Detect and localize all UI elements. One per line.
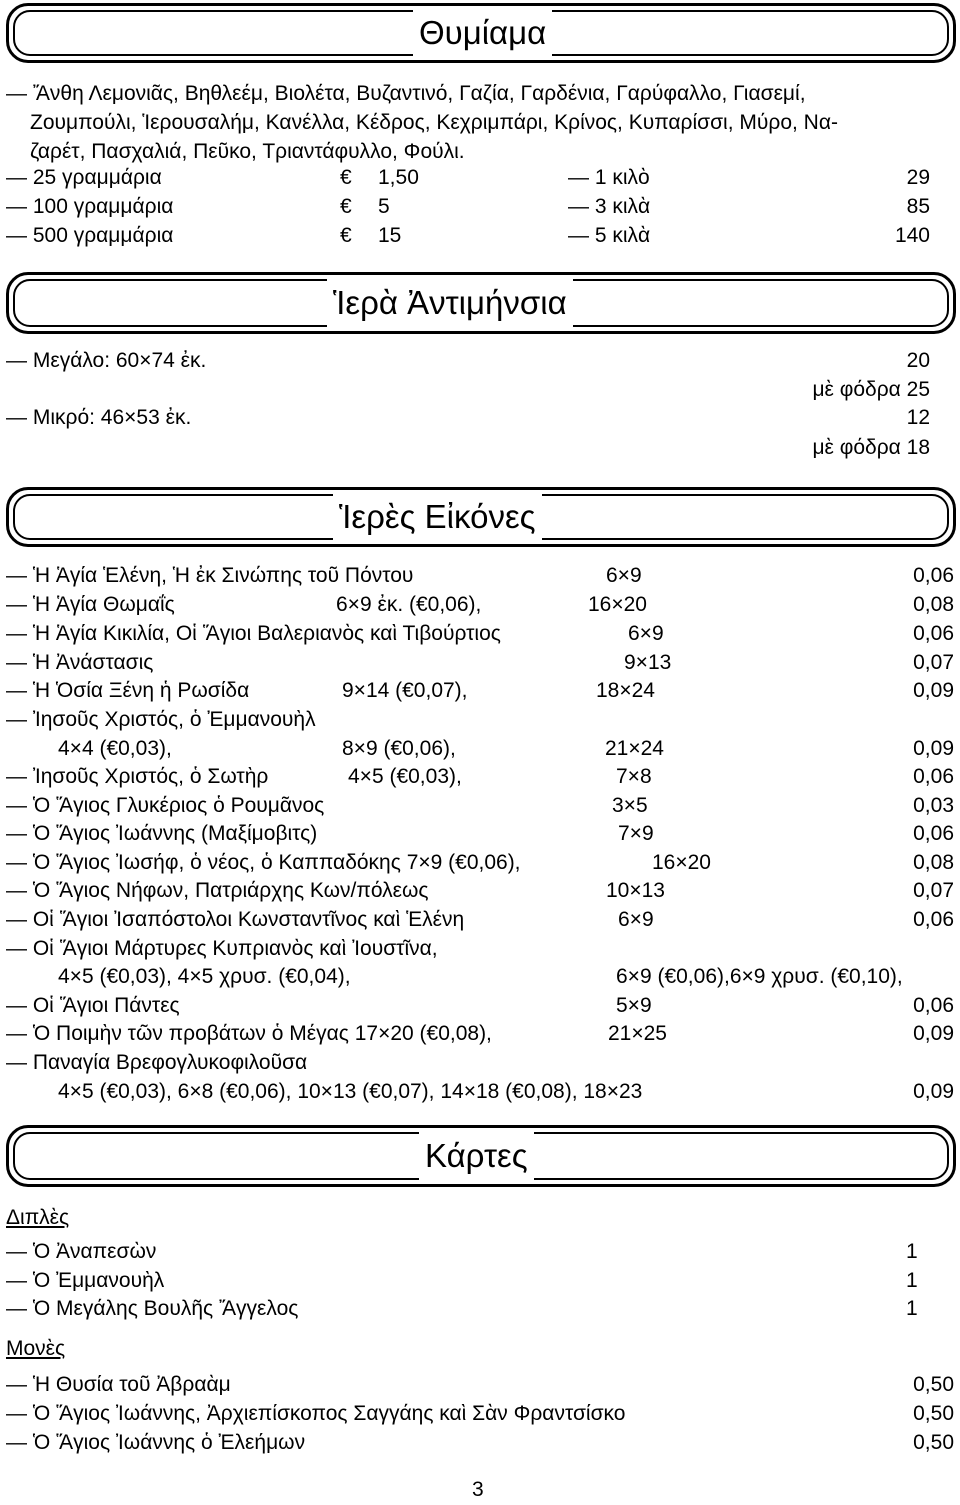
icon-line-c: 6×9 [618, 908, 654, 931]
icon-line-a: 4×4 (€0,03), [58, 737, 172, 760]
icon-line-d: 0,07 [913, 879, 954, 902]
icon-line-d: 0,07 [913, 651, 954, 674]
icon-line-d: 0,09 [913, 737, 954, 760]
icon-line-b: 8×9 (€0,06), [342, 737, 456, 760]
antimensia-small-lining: μὲ φόδρα 18 [812, 436, 930, 459]
icon-line-c: 5×9 [616, 994, 652, 1017]
single-cards-heading: Μονὲς [6, 1337, 66, 1360]
icon-line-a: — Ἡ Ἀνάστασις [6, 651, 154, 674]
incense-kg: — 3 κιλὰ [568, 195, 651, 218]
incense-price: 5 [378, 195, 390, 218]
icon-line-c: 18×24 [596, 679, 655, 702]
icon-line-c: 7×9 [618, 822, 654, 845]
icon-line-a: — Ἡ Ἁγία Ἑλένη, Ἡ ἐκ Σινώπης τοῦ Πόντου [6, 564, 414, 587]
icon-line-d: 0,09 [913, 679, 954, 702]
icon-line-c: 6×9 [628, 622, 664, 645]
icon-line-a: — Ὁ Ποιμὴν τῶν προβάτων ὁ Μέγας 17×20 (€0,08), [6, 1022, 492, 1045]
euro-sign-icon: € [340, 166, 352, 189]
icon-line-a: — Ὁ Ἅγιος Νήφων, Πατριάρχης Κων/πόλεως [6, 879, 429, 902]
icon-line-a: — Ὁ Ἅγιος Ἰωσήφ, ὁ νέος, ὁ Καππαδόκης 7×9 (€0,06), [6, 851, 521, 874]
antimensia-small-label: — Μικρό: 46×53 ἐκ. [6, 406, 192, 429]
incense-price: 1,50 [378, 166, 419, 189]
cards-header-box [6, 1125, 956, 1187]
icon-line-a: — Οἱ Ἅγιοι Ἰσαπόστολοι Κωνσταντῖνος καὶ Ἑλένη [6, 908, 465, 931]
cards-title: Κάρτες [419, 1128, 534, 1184]
icon-line-b: 4×5 (€0,03), [348, 765, 462, 788]
incense-kg: — 1 κιλὸ [568, 166, 650, 189]
antimensia-large-label: — Μεγάλο: 60×74 ἐκ. [6, 349, 207, 372]
euro-sign-icon: € [340, 195, 352, 218]
card-item-label: — Ὁ Ἅγιος Ἰωάννης, Ἀρχιεπίσκοπος Σαγγάης καὶ Σὰν Φραντσίσκο [6, 1402, 626, 1425]
icon-line-d: 0,06 [913, 994, 954, 1017]
icon-line-c: 6×9 (€0,06),6×9 χρυσ. (€0,10), [616, 965, 903, 988]
icon-line-d: 0,06 [913, 822, 954, 845]
icon-line-a: — Ἰησοῦς Χριστός, ὁ Σωτὴρ [6, 765, 269, 788]
card-item-value: 0,50 [913, 1402, 954, 1425]
incense-qty: — 100 γραμμάρια [6, 195, 174, 218]
incense-header-box [6, 3, 956, 63]
card-item-label: — Ὁ Μεγάλης Βουλῆς Ἄγγελος [6, 1297, 299, 1320]
incense-qty: — 500 γραμμάρια [6, 224, 174, 247]
incense-title: Θυμίαμα [413, 6, 552, 60]
icon-line-a: 4×5 (€0,03), 6×8 (€0,06), 10×13 (€0,07), 14×18 (€0,08), 18×23 [58, 1080, 643, 1103]
icon-line-d: 0,06 [913, 908, 954, 931]
incense-kg-price: 140 [894, 224, 930, 247]
card-item-label: — Ὁ Ἅγιος Ἰωάννης ὁ Ἐλεήμων [6, 1431, 306, 1454]
incense-intro-3: ζαρέτ, Πασχαλιά, Πεῦκο, Τριαντάφυλλο, Φούλι. [30, 140, 465, 163]
icon-line-a: — Ἡ Ὁσία Ξένη ἡ Ρωσίδα [6, 679, 250, 702]
icon-line-a: — Ἡ Ἁγία Κικιλία, Οἱ Ἅγιοι Βαλεριανὸς καὶ Τιβούρτιος [6, 622, 501, 645]
icon-line-d: 0,06 [913, 622, 954, 645]
antimensia-title: Ἱερὰ Ἀντιμήνσια [327, 275, 573, 331]
icon-line-c: 21×24 [605, 737, 664, 760]
incense-price: 15 [378, 224, 402, 247]
page-number: 3 [472, 1478, 484, 1501]
icon-line-a: — Ὁ Ἅγιος Ἰωάννης (Μαξίμοβιτς) [6, 822, 318, 845]
icon-line-d: 0,03 [913, 794, 954, 817]
incense-intro-1: — Ἄνθη Λεμονιᾶς, Βηθλεέμ, Βιολέτα, Βυζαντινό, Γαζία, Γαρδένια, Γαρύφαλλο, Γιασεμί, [6, 82, 806, 105]
card-item-value: 1 [906, 1297, 918, 1320]
icon-line-c: 9×13 [624, 651, 672, 674]
icon-line-c: 16×20 [652, 851, 711, 874]
antimensia-header-box [6, 272, 956, 334]
icon-line-d: 0,06 [913, 765, 954, 788]
icons-header-box [6, 487, 956, 547]
icon-line-c: 21×25 [608, 1022, 667, 1045]
icon-line-c: 16×20 [588, 593, 647, 616]
card-item-value: 1 [906, 1269, 918, 1292]
icons-title: Ἱερὲς Εἰκόνες [333, 490, 542, 544]
icon-line-b: 6×9 ἐκ. (€0,06), [336, 593, 482, 616]
icon-line-c: 10×13 [606, 879, 665, 902]
icon-line-d: 0,08 [913, 851, 954, 874]
icon-line-c: 7×8 [616, 765, 652, 788]
icon-line-a: — Οἱ Ἅγιοι Μάρτυρες Κυπριανὸς καὶ Ἰουστῖνα, [6, 937, 438, 960]
icon-line-d: 0,08 [913, 593, 954, 616]
antimensia-large-lining: μὲ φόδρα 25 [812, 378, 930, 401]
card-item-value: 0,50 [913, 1373, 954, 1396]
icon-line-a: — Παναγία Βρεφογλυκοφιλοῦσα [6, 1051, 308, 1074]
euro-sign-icon: € [340, 224, 352, 247]
card-item-label: — Ὁ Ἐμμανουὴλ [6, 1269, 165, 1292]
card-item-label: — Ὁ Ἀναπεσὼν [6, 1240, 157, 1263]
incense-kg-price: 29 [906, 166, 930, 189]
card-item-value: 0,50 [913, 1431, 954, 1454]
icon-line-a: — Ἡ Ἁγία Θωμαΐς [6, 593, 175, 616]
antimensia-small-price: 12 [906, 406, 930, 429]
icon-line-c: 6×9 [606, 564, 642, 587]
incense-intro-2: Ζουμπούλι, Ἱερουσαλήμ, Κανέλλα, Κέδρος, Κεχριμπάρι, Κρίνος, Κυπαρίσσι, Μύρο, Να- [30, 111, 838, 134]
icon-line-a: 4×5 (€0,03), 4×5 χρυσ. (€0,04), [58, 965, 351, 988]
card-item-label: — Ἡ Θυσία τοῦ Ἀβραὰμ [6, 1373, 231, 1396]
icon-line-a: — Ὁ Ἅγιος Γλυκέριος ὁ Ρουμᾶνος [6, 794, 325, 817]
icon-line-d: 0,06 [913, 564, 954, 587]
icon-line-c: 3×5 [612, 794, 648, 817]
card-item-value: 1 [906, 1240, 918, 1263]
icon-line-a: — Οἱ Ἅγιοι Πάντες [6, 994, 180, 1017]
icon-line-d: 0,09 [913, 1022, 954, 1045]
incense-kg-price: 85 [906, 195, 930, 218]
icon-line-b: 9×14 (€0,07), [342, 679, 468, 702]
icon-line-a: — Ἰησοῦς Χριστός, ὁ Ἐμμανουὴλ [6, 708, 316, 731]
double-cards-heading: Διπλὲς [6, 1206, 70, 1229]
icon-line-d: 0,09 [913, 1080, 954, 1103]
antimensia-large-price: 20 [906, 349, 930, 372]
incense-kg: — 5 κιλὰ [568, 224, 651, 247]
incense-qty: — 25 γραμμάρια [6, 166, 162, 189]
